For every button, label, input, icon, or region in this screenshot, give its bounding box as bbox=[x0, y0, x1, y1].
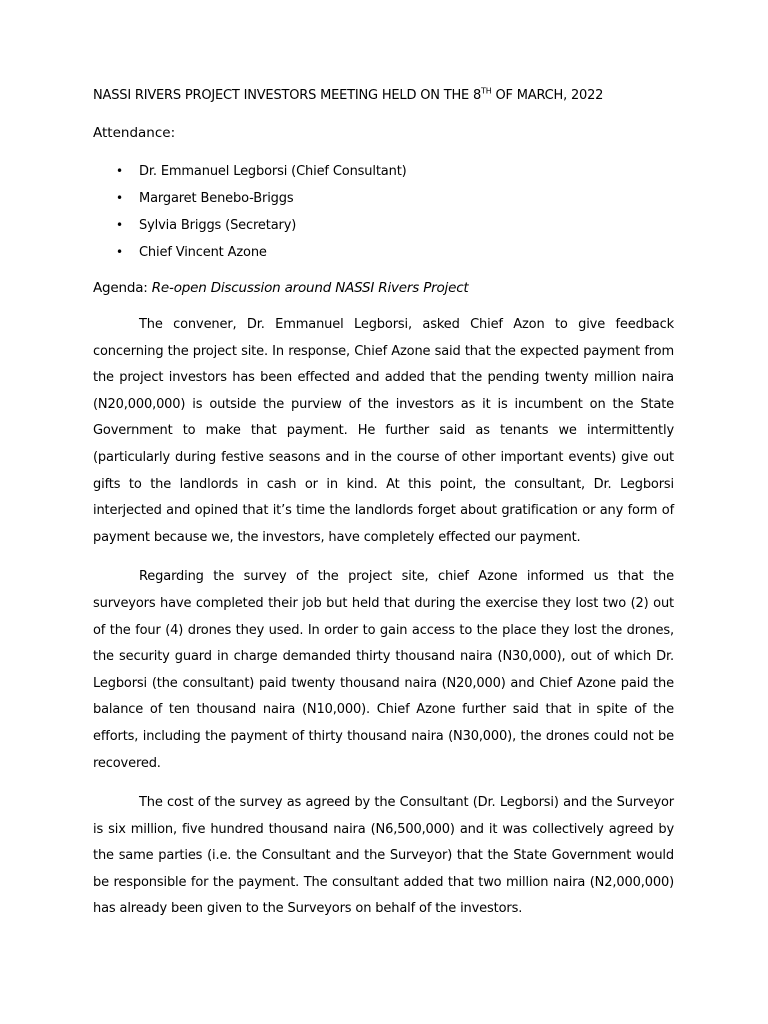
agenda-label: Agenda: bbox=[93, 280, 152, 296]
attendee-name: Chief Vincent Azone bbox=[139, 245, 267, 260]
agenda-topic: Re-open Discussion around NASSI Rivers Project bbox=[151, 280, 469, 296]
body-paragraph-3: The cost of the survey as agreed by the Consultant (Dr. Legborsi) and the Surveyor is six million, five hundred thousand naira (N6,500,000) and it was collectively agreed by the same parties (i.e. the Consultant and the Surveyor) that the State Government would be responsible for the payment. The consultant added that two million naira (N2,000,000) has already been given to the Surveyors on behalf of the investors. bbox=[93, 795, 674, 917]
attendee-list bbox=[93, 158, 674, 266]
body-paragraph-2: Regarding the survey of the project site, chief Azone informed us that the surveyors have completed their job but held that during the exercise they lost two (2) out of the four (4) drones they used. In order to gain access to the place they lost the drones, the security guard in charge demanded thirty thousand naira (N30,000), out of which Dr. Legborsi (the consultant) paid twenty thousand naira (N20,000) and Chief Azone paid the balance of ten thousand naira (N10,000). Chief Azone further said that in spite of the efforts, including the payment of thirty thousand naira (N30,000), the drones could not be recovered. bbox=[93, 569, 674, 771]
title-superscript: TH bbox=[481, 86, 492, 96]
bullet-icon: • bbox=[116, 245, 123, 259]
document-title bbox=[93, 86, 674, 106]
body-paragraph-1: The convener, Dr. Emmanuel Legborsi, asked Chief Azon to give feedback concerning the project site. In response, Chief Azone said that the expected payment from the project investors has been effected and added that the pending twenty million naira (N20,000,000) is outside the purview of the investors as it is incumbent on the State Government to make that payment. He further said as tenants we intermittently (particularly during festive seasons and in the course of other important events) give out gifts to the landlords in cash or in kind. At this point, the consultant, Dr. Legborsi interjected and opined that it’s time the landlords forget about gratification or any form of payment because we, the investors, have completely effected our payment. bbox=[93, 317, 674, 545]
bullet-icon: • bbox=[116, 191, 123, 205]
attendance-heading: Attendance: bbox=[93, 125, 176, 141]
bullet-icon: • bbox=[116, 164, 123, 178]
attendee-name: Dr. Emmanuel Legborsi (Chief Consultant) bbox=[139, 164, 407, 179]
bullet-icon: • bbox=[116, 218, 123, 232]
list-item bbox=[93, 212, 674, 239]
title-main: NASSI RIVERS PROJECT INVESTORS MEETING HELD ON THE 8 bbox=[93, 88, 482, 103]
title-end: OF MARCH, 2022 bbox=[491, 88, 604, 103]
agenda-line bbox=[93, 278, 674, 298]
list-item bbox=[93, 239, 674, 266]
list-item bbox=[93, 158, 674, 185]
list-item bbox=[93, 185, 674, 212]
attendee-name: Sylvia Briggs (Secretary) bbox=[139, 218, 297, 233]
attendee-name: Margaret Benebo-Briggs bbox=[139, 191, 294, 206]
